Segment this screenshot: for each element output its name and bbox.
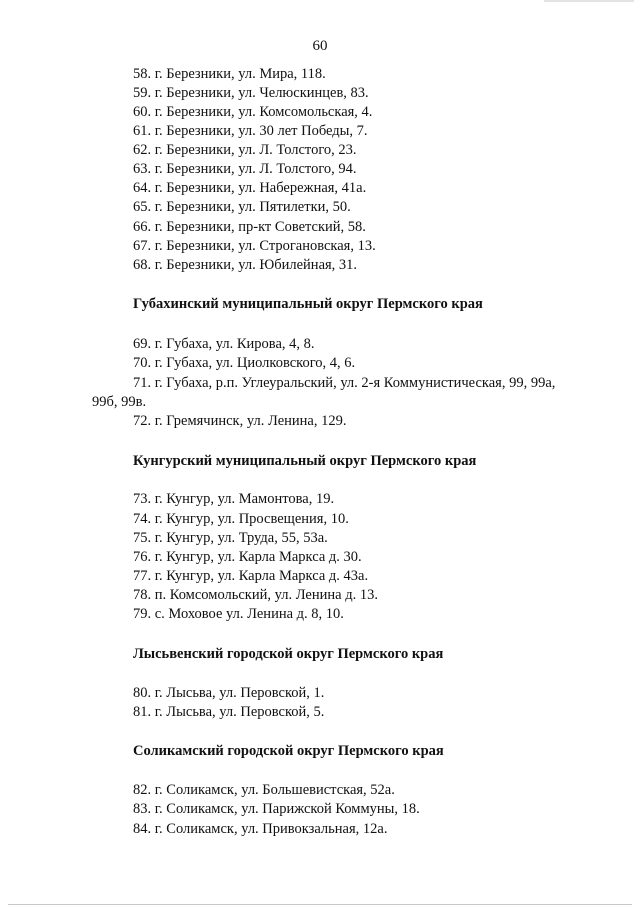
list-item: 70. г. Губаха, ул. Циолковского, 4, 6. xyxy=(133,355,356,371)
list-item: 84. г. Соликамск, ул. Привокзальная, 12а. xyxy=(133,821,388,837)
list-item: 80. г. Лысьва, ул. Перовской, 1. xyxy=(133,685,325,701)
list-item: 71. г. Губаха, р.п. Углеуральский, ул. 2-я Коммунистическая, 99, 99а, xyxy=(133,375,556,391)
list-item: 62. г. Березники, ул. Л. Толстого, 23. xyxy=(133,142,357,158)
list-item: 82. г. Соликамск, ул. Большевистская, 52а. xyxy=(133,782,395,798)
list-item: 79. с. Моховое ул. Ленина д. 8, 10. xyxy=(133,606,344,622)
list-item: 75. г. Кунгур, ул. Труда, 55, 53а. xyxy=(133,530,328,546)
list-item: 77. г. Кунгур, ул. Карла Маркса д. 43а. xyxy=(133,568,369,584)
scan-edge-mark xyxy=(544,0,634,2)
list-item: 63. г. Березники, ул. Л. Толстого, 94. xyxy=(133,161,357,177)
list-item: 61. г. Березники, ул. 30 лет Победы, 7. xyxy=(133,123,368,139)
list-item: 60. г. Березники, ул. Комсомольская, 4. xyxy=(133,104,373,120)
list-item: 64. г. Березники, ул. Набережная, 41а. xyxy=(133,180,367,196)
section-heading-gubakha: Губахинский муниципальный округ Пермского края xyxy=(133,296,483,312)
list-item: 74. г. Кунгур, ул. Просвещения, 10. xyxy=(133,511,349,527)
list-item: 78. п. Комсомольский, ул. Ленина д. 13. xyxy=(133,587,378,603)
list-item: 72. г. Гремячинск, ул. Ленина, 129. xyxy=(133,413,347,429)
list-item: 81. г. Лысьва, ул. Перовской, 5. xyxy=(133,704,325,720)
list-item: 66. г. Березники, пр-кт Советский, 58. xyxy=(133,219,366,235)
list-item: 73. г. Кунгур, ул. Мамонтова, 19. xyxy=(133,491,335,507)
list-item: 68. г. Березники, ул. Юбилейная, 31. xyxy=(133,257,358,273)
list-item: 58. г. Березники, ул. Мира, 118. xyxy=(133,66,326,82)
section-heading-lysva: Лысьвенский городской округ Пермского края xyxy=(133,646,444,662)
list-item: 65. г. Березники, ул. Пятилетки, 50. xyxy=(133,199,351,215)
list-item: 67. г. Березники, ул. Строгановская, 13. xyxy=(133,238,376,254)
section-heading-solikamsk: Соликамский городской округ Пермского края xyxy=(133,743,444,759)
scan-bottom-edge xyxy=(8,904,632,905)
list-item: 76. г. Кунгур, ул. Карла Маркса д. 30. xyxy=(133,549,362,565)
list-item: 83. г. Соликамск, ул. Парижской Коммуны, 18. xyxy=(133,801,420,817)
list-item: 59. г. Березники, ул. Челюскинцев, 83. xyxy=(133,85,369,101)
list-item: 69. г. Губаха, ул. Кирова, 4, 8. xyxy=(133,336,315,352)
section-heading-kungur: Кунгурский муниципальный округ Пермского края xyxy=(133,453,477,469)
list-item-continuation: 99б, 99в. xyxy=(92,394,147,410)
page-number: 60 xyxy=(312,38,328,54)
